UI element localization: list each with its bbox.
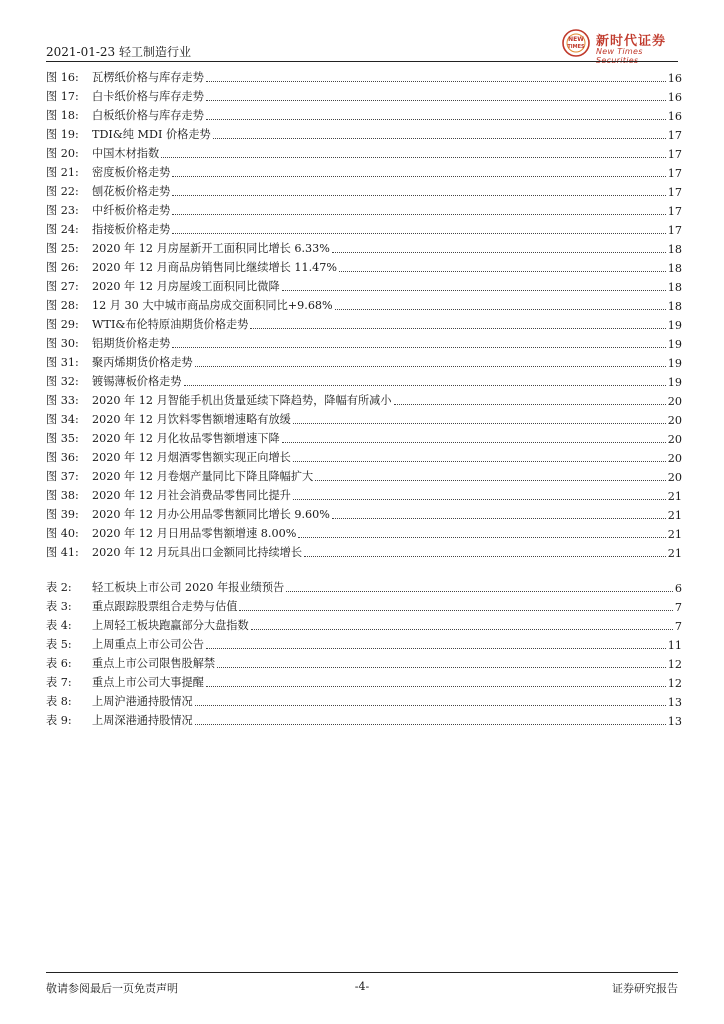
dot-leader bbox=[172, 195, 665, 196]
figure-number: 图 19: bbox=[46, 128, 79, 141]
figure-title: 2020 年 12 月烟酒零售额实现正向增长 bbox=[92, 451, 291, 464]
table-number: 表 2: bbox=[46, 581, 72, 594]
figure-title: 2020 年 12 月化妆品零售额增速下降 bbox=[92, 432, 280, 445]
figure-entry[interactable] bbox=[46, 66, 682, 85]
figure-number: 图 40: bbox=[46, 527, 79, 540]
table-title: 轻工板块上市公司 2020 年报业绩预告 bbox=[92, 581, 285, 594]
figure-page-number: 20 bbox=[667, 395, 682, 408]
figure-page-number: 20 bbox=[667, 414, 682, 427]
table-page-number: 7 bbox=[674, 601, 682, 614]
figure-entry[interactable] bbox=[46, 427, 682, 446]
figure-entry[interactable] bbox=[46, 294, 682, 313]
footer-report-type: 证券研究报告 bbox=[612, 982, 678, 995]
table-number: 表 8: bbox=[46, 695, 72, 708]
figure-index bbox=[46, 66, 682, 560]
table-number: 表 7: bbox=[46, 676, 72, 689]
figure-entry[interactable] bbox=[46, 85, 682, 104]
figure-entry[interactable] bbox=[46, 522, 682, 541]
figure-title: 2020 年 12 月办公用品零售额同比增长 9.60% bbox=[92, 508, 330, 521]
figure-title: 2020 年 12 月房屋新开工面积同比增长 6.33% bbox=[92, 242, 330, 255]
figure-number: 图 28: bbox=[46, 299, 79, 312]
dot-leader bbox=[206, 81, 666, 82]
figure-page-number: 20 bbox=[667, 471, 682, 484]
figure-page-number: 17 bbox=[667, 129, 682, 142]
figure-page-number: 19 bbox=[667, 376, 682, 389]
table-page-number: 12 bbox=[667, 658, 682, 671]
dot-leader bbox=[161, 157, 666, 158]
dot-leader bbox=[195, 705, 666, 706]
dot-leader bbox=[293, 499, 666, 500]
figure-title: TDI&纯 MDI 价格走势 bbox=[92, 128, 211, 141]
brand-name-cn: 新时代证券 bbox=[596, 34, 667, 49]
header-title: 2021-01-23 轻工制造行业 bbox=[46, 45, 192, 59]
figure-title: 指接板价格走势 bbox=[92, 223, 171, 236]
table-entry[interactable] bbox=[46, 595, 682, 614]
figure-title: 2020 年 12 月智能手机出货量延续下降趋势，降幅有所减小 bbox=[92, 394, 392, 407]
figure-title: 白板纸价格与库存走势 bbox=[92, 109, 204, 122]
figure-number: 图 38: bbox=[46, 489, 79, 502]
figure-entry[interactable] bbox=[46, 503, 682, 522]
figure-entry[interactable] bbox=[46, 104, 682, 123]
figure-title: 刨花板价格走势 bbox=[92, 185, 171, 198]
table-title: 上周沪港通持股情况 bbox=[92, 695, 193, 708]
dot-leader bbox=[315, 480, 666, 481]
figure-page-number: 18 bbox=[667, 281, 682, 294]
table-index bbox=[46, 576, 682, 728]
figure-entry[interactable] bbox=[46, 161, 682, 180]
figure-number: 图 29: bbox=[46, 318, 79, 331]
dot-leader bbox=[339, 271, 666, 272]
dot-leader bbox=[172, 176, 665, 177]
figure-entry[interactable] bbox=[46, 275, 682, 294]
dot-leader bbox=[282, 442, 666, 443]
dot-leader bbox=[195, 724, 666, 725]
table-title: 重点跟踪股票组合走势与估值 bbox=[92, 600, 238, 613]
figure-number: 图 36: bbox=[46, 451, 79, 464]
figure-number: 图 24: bbox=[46, 223, 79, 236]
figure-number: 图 18: bbox=[46, 109, 79, 122]
figure-entry[interactable] bbox=[46, 332, 682, 351]
figure-title: 中纤板价格走势 bbox=[92, 204, 171, 217]
figure-page-number: 17 bbox=[667, 167, 682, 180]
figure-title: 2020 年 12 月房屋竣工面积同比微降 bbox=[92, 280, 280, 293]
table-entry[interactable] bbox=[46, 690, 682, 709]
page-number: -4- bbox=[354, 980, 370, 993]
figure-page-number: 17 bbox=[667, 148, 682, 161]
figure-number: 图 25: bbox=[46, 242, 79, 255]
figure-entry[interactable] bbox=[46, 541, 682, 560]
figure-entry[interactable] bbox=[46, 446, 682, 465]
figure-number: 图 16: bbox=[46, 71, 79, 84]
figure-entry[interactable] bbox=[46, 180, 682, 199]
figure-entry[interactable] bbox=[46, 218, 682, 237]
figure-page-number: 16 bbox=[667, 91, 682, 104]
header-divider bbox=[46, 61, 678, 62]
table-entry[interactable] bbox=[46, 652, 682, 671]
figure-page-number: 16 bbox=[667, 72, 682, 85]
dot-leader bbox=[304, 556, 666, 557]
dot-leader bbox=[298, 537, 665, 538]
figure-number: 图 22: bbox=[46, 185, 79, 198]
figure-page-number: 18 bbox=[667, 243, 682, 256]
figure-number: 图 39: bbox=[46, 508, 79, 521]
dot-leader bbox=[217, 667, 666, 668]
figure-number: 图 32: bbox=[46, 375, 79, 388]
figure-page-number: 20 bbox=[667, 433, 682, 446]
table-number: 表 9: bbox=[46, 714, 72, 727]
figure-entry[interactable] bbox=[46, 370, 682, 389]
figure-page-number: 21 bbox=[667, 528, 682, 541]
figure-entry[interactable] bbox=[46, 142, 682, 161]
brand-name-en: New Times Securities bbox=[596, 47, 643, 65]
figure-entry[interactable] bbox=[46, 389, 682, 408]
figure-number: 图 41: bbox=[46, 546, 79, 559]
figure-page-number: 20 bbox=[667, 452, 682, 465]
dot-leader bbox=[206, 686, 666, 687]
figure-number: 图 21: bbox=[46, 166, 79, 179]
figure-number: 图 26: bbox=[46, 261, 79, 274]
table-entry[interactable] bbox=[46, 709, 682, 728]
figure-title: 瓦楞纸价格与库存走势 bbox=[92, 71, 204, 84]
dot-leader bbox=[286, 591, 673, 592]
brand-logo-icon bbox=[560, 28, 592, 58]
figure-title: 镀锡薄板价格走势 bbox=[92, 375, 182, 388]
table-number: 表 3: bbox=[46, 600, 72, 613]
svg-text:TIMES: TIMES bbox=[567, 44, 585, 50]
dot-leader bbox=[251, 629, 673, 630]
table-title: 上周深港通持股情况 bbox=[92, 714, 193, 727]
table-page-number: 13 bbox=[667, 696, 682, 709]
figure-entry[interactable] bbox=[46, 256, 682, 275]
figure-page-number: 18 bbox=[667, 300, 682, 313]
figure-title: 密度板价格走势 bbox=[92, 166, 171, 179]
figure-entry[interactable] bbox=[46, 465, 682, 484]
figure-title: 聚丙烯期货价格走势 bbox=[92, 356, 193, 369]
figure-page-number: 17 bbox=[667, 224, 682, 237]
footer-divider bbox=[46, 972, 678, 973]
figure-title: 2020 年 12 月社会消费品零售同比提升 bbox=[92, 489, 291, 502]
table-entry[interactable] bbox=[46, 671, 682, 690]
figure-page-number: 21 bbox=[667, 509, 682, 522]
dot-leader bbox=[213, 138, 666, 139]
figure-number: 图 34: bbox=[46, 413, 79, 426]
dot-leader bbox=[195, 366, 666, 367]
figure-number: 图 23: bbox=[46, 204, 79, 217]
table-entry[interactable] bbox=[46, 633, 682, 652]
figure-number: 图 31: bbox=[46, 356, 79, 369]
figure-page-number: 19 bbox=[667, 319, 682, 332]
figure-page-number: 19 bbox=[667, 357, 682, 370]
dot-leader bbox=[206, 119, 666, 120]
dot-leader bbox=[282, 290, 666, 291]
figure-page-number: 16 bbox=[667, 110, 682, 123]
figure-entry[interactable] bbox=[46, 408, 682, 427]
figure-title: 2020 年 12 月饮料零售额增速略有放缓 bbox=[92, 413, 291, 426]
figure-title: 铝期货价格走势 bbox=[92, 337, 171, 350]
dot-leader bbox=[206, 100, 666, 101]
figure-entry[interactable] bbox=[46, 351, 682, 370]
brand-logo bbox=[560, 28, 678, 65]
table-entry[interactable] bbox=[46, 576, 682, 595]
dot-leader bbox=[172, 233, 665, 234]
table-title: 重点上市公司限售股解禁 bbox=[92, 657, 216, 670]
dot-leader bbox=[250, 328, 665, 329]
dot-leader bbox=[239, 610, 672, 611]
table-page-number: 6 bbox=[674, 582, 682, 595]
dot-leader bbox=[293, 423, 666, 424]
table-page-number: 7 bbox=[674, 620, 682, 633]
table-page-number: 12 bbox=[667, 677, 682, 690]
figure-entry[interactable] bbox=[46, 313, 682, 332]
figure-page-number: 17 bbox=[667, 186, 682, 199]
page-footer bbox=[46, 972, 678, 996]
table-entry[interactable] bbox=[46, 614, 682, 633]
footer-disclaimer: 敬请参阅最后一页免责声明 bbox=[46, 982, 178, 995]
table-title: 重点上市公司大事提醒 bbox=[92, 676, 204, 689]
svg-text:NEW: NEW bbox=[568, 36, 584, 43]
figure-number: 图 35: bbox=[46, 432, 79, 445]
dot-leader bbox=[184, 385, 666, 386]
figure-title: 中国木材指数 bbox=[92, 147, 160, 160]
figure-title: WTI&布伦特原油期货价格走势 bbox=[92, 318, 249, 331]
figure-number: 图 27: bbox=[46, 280, 79, 293]
dot-leader bbox=[332, 518, 666, 519]
figure-title: 2020 年 12 月日用品零售额增速 8.00% bbox=[92, 527, 297, 540]
figure-title: 2020 年 12 月商品房销售同比继续增长 11.47% bbox=[92, 261, 338, 274]
table-page-number: 13 bbox=[667, 715, 682, 728]
dot-leader bbox=[172, 214, 665, 215]
figure-number: 图 30: bbox=[46, 337, 79, 350]
page-header bbox=[46, 28, 678, 65]
figure-page-number: 17 bbox=[667, 205, 682, 218]
dot-leader bbox=[335, 309, 666, 310]
figure-page-number: 21 bbox=[667, 490, 682, 503]
dot-leader bbox=[293, 461, 666, 462]
figure-title: 2020 年 12 月玩具出口金额同比持续增长 bbox=[92, 546, 303, 559]
figure-entry[interactable] bbox=[46, 484, 682, 503]
table-title: 上周轻工板块跑赢部分大盘指数 bbox=[92, 619, 249, 632]
dot-leader bbox=[332, 252, 666, 253]
dot-leader bbox=[206, 648, 666, 649]
figure-number: 图 33: bbox=[46, 394, 79, 407]
figure-entry[interactable] bbox=[46, 123, 682, 142]
figure-title: 12 月 30 大中城市商品房成交面积同比+9.68% bbox=[92, 299, 333, 312]
figure-number: 图 20: bbox=[46, 147, 79, 160]
table-page-number: 11 bbox=[667, 639, 682, 652]
figure-title: 2020 年 12 月卷烟产量同比下降且降幅扩大 bbox=[92, 470, 314, 483]
figure-number: 图 17: bbox=[46, 90, 79, 103]
dot-leader bbox=[394, 404, 666, 405]
figure-number: 图 37: bbox=[46, 470, 79, 483]
figure-page-number: 19 bbox=[667, 338, 682, 351]
table-number: 表 5: bbox=[46, 638, 72, 651]
table-number: 表 6: bbox=[46, 657, 72, 670]
table-number: 表 4: bbox=[46, 619, 72, 632]
figure-entry[interactable] bbox=[46, 237, 682, 256]
figure-page-number: 18 bbox=[667, 262, 682, 275]
table-title: 上周重点上市公司公告 bbox=[92, 638, 204, 651]
figure-entry[interactable] bbox=[46, 199, 682, 218]
figure-title: 白卡纸价格与库存走势 bbox=[92, 90, 204, 103]
dot-leader bbox=[172, 347, 665, 348]
figure-page-number: 21 bbox=[667, 547, 682, 560]
